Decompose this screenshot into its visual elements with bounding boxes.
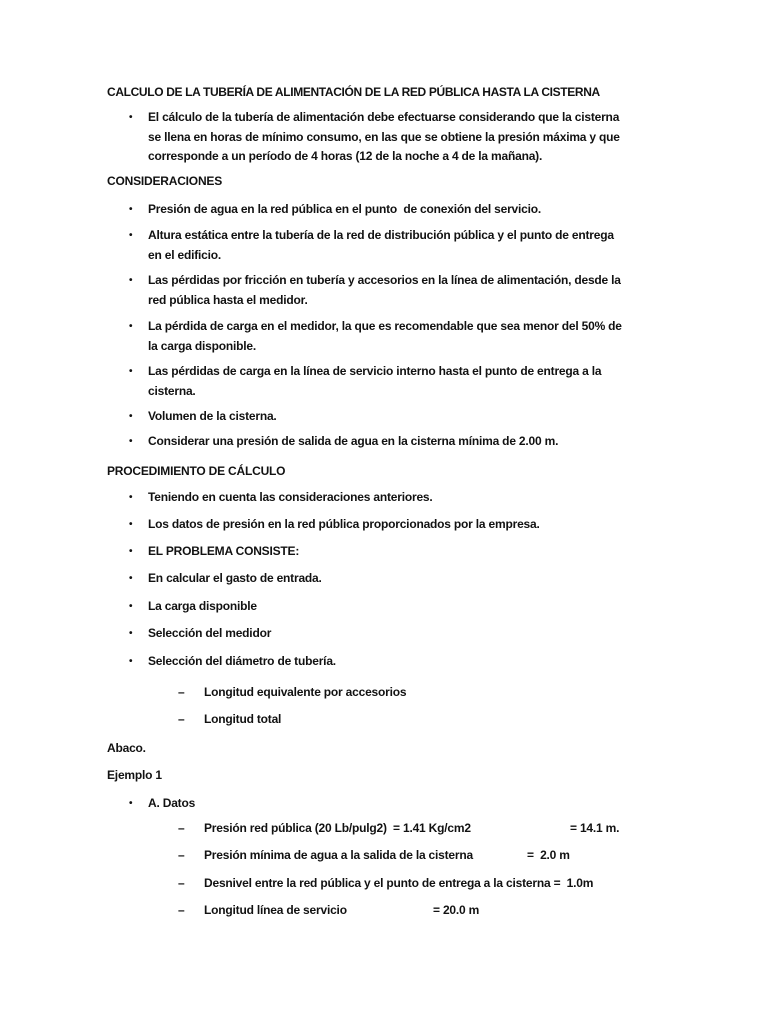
ejemplo-label: Ejemplo 1: [107, 768, 162, 782]
consideration-item-line: [129, 364, 602, 378]
bullet-marker: •: [129, 519, 133, 530]
procedure-item-line: [129, 544, 300, 558]
procedure-subitem-line: [178, 712, 282, 726]
procedure-item-line: [129, 517, 540, 531]
consideration-item-line: [129, 228, 614, 242]
abaco-label: Abaco.: [107, 741, 146, 755]
page-title: CALCULO DE LA TUBERÍA DE ALIMENTACIÓN DE LA RED PÚBLICA HASTA LA CISTERNA: [107, 85, 600, 99]
intro-text: El cálculo de la tubería de alimentación debe efectuarse considerando que la cisterna: [148, 110, 620, 124]
consideration-item-line: [129, 273, 621, 287]
bullet-marker: •: [129, 275, 133, 286]
dash-marker: –: [178, 848, 185, 862]
datos-row: [178, 876, 594, 890]
datos-row-text: Presión mínima de agua a la salida de la cisterna: [204, 848, 473, 862]
intro-line: se llena en horas de mínimo consumo, en las que se obtiene la presión máxima y que: [148, 130, 620, 144]
datos-row: [178, 848, 570, 862]
bullet-marker: •: [129, 411, 133, 422]
procedure-subitem-line: [178, 685, 407, 699]
procedure-text: La carga disponible: [148, 599, 257, 613]
consideration-item-line: la carga disponible.: [148, 339, 257, 353]
bullet-marker: •: [129, 112, 133, 123]
procedure-text: Los datos de presión en la red pública proporcionados por la empresa.: [148, 517, 540, 531]
procedure-text: EL PROBLEMA CONSISTE:: [148, 544, 300, 558]
datos-heading: A. Datos: [148, 796, 196, 810]
consideration-text: Presión de agua en la red pública en el punto de conexión del servicio.: [148, 202, 542, 216]
procedure-text: Teniendo en cuenta las consideraciones anteriores.: [148, 490, 433, 504]
consideration-text: Las pérdidas por fricción en tubería y accesorios en la línea de alimentación, desde la: [148, 273, 621, 287]
consideration-text: Las pérdidas de carga en la línea de servicio interno hasta el punto de entrega a la: [148, 364, 602, 378]
procedure-item-line: [129, 571, 322, 585]
procedure-text: Selección del diámetro de tubería.: [148, 654, 336, 668]
datos-row-value: = 20.0 m: [433, 903, 480, 917]
consideration-text: Considerar una presión de salida de agua en la cisterna mínima de 2.00 m.: [148, 434, 559, 448]
consideration-item-line: [129, 434, 559, 448]
dash-marker: –: [178, 876, 185, 890]
datos-heading-line: [129, 796, 196, 810]
datos-row: [178, 903, 480, 917]
procedure-item-line: [129, 599, 257, 613]
datos-row-text: Longitud línea de servicio: [204, 903, 347, 917]
consideration-item-line: cisterna.: [148, 384, 196, 398]
consideration-text: Volumen de la cisterna.: [148, 409, 277, 423]
procedure-item-line: [129, 654, 336, 668]
datos-row-text: Desnivel entre la red pública y el punto de entrega a la cisterna = 1.0m: [204, 876, 594, 890]
bullet-marker: •: [129, 546, 133, 557]
bullet-marker: •: [129, 492, 133, 503]
consideration-item-line: [129, 319, 622, 333]
datos-row-value: = 14.1 m.: [570, 821, 620, 835]
bullet-marker: •: [129, 628, 133, 639]
section-heading-consideraciones: CONSIDERACIONES: [107, 174, 223, 188]
dash-marker: –: [178, 903, 185, 917]
bullet-marker: •: [129, 573, 133, 584]
bullet-marker: •: [129, 656, 133, 667]
procedure-item-line: [129, 626, 272, 640]
procedure-item-line: [129, 490, 433, 504]
bullet-marker: •: [129, 436, 133, 447]
procedure-text: Selección del medidor: [148, 626, 272, 640]
subitem-text: Longitud equivalente por accesorios: [204, 685, 407, 699]
datos-row: [178, 821, 620, 835]
consideration-item-line: [129, 409, 277, 423]
dash-marker: –: [178, 712, 185, 726]
bullet-marker: •: [129, 321, 133, 332]
datos-row-text: Presión red pública (20 Lb/pulg2) = 1.41 Kg/cm2: [204, 821, 471, 835]
procedure-text: En calcular el gasto de entrada.: [148, 571, 322, 585]
subitem-text: Longitud total: [204, 712, 282, 726]
consideration-text: Altura estática entre la tubería de la red de distribución pública y el punto de entrega: [148, 228, 614, 242]
section-heading-procedimiento: PROCEDIMIENTO DE CÁLCULO: [107, 464, 286, 478]
bullet-marker: •: [129, 601, 133, 612]
datos-row-value: = 2.0 m: [527, 848, 570, 862]
consideration-item-line: red pública hasta el medidor.: [148, 293, 308, 307]
intro-bullet-line: [129, 110, 620, 124]
bullet-marker: •: [129, 366, 133, 377]
dash-marker: –: [178, 821, 185, 835]
consideration-item-line: en el edificio.: [148, 248, 222, 262]
consideration-text: La pérdida de carga en el medidor, la que es recomendable que sea menor del 50% de: [148, 319, 622, 333]
consideration-item-line: [129, 202, 542, 216]
bullet-marker: •: [129, 204, 133, 215]
bullet-marker: •: [129, 798, 133, 809]
dash-marker: –: [178, 685, 185, 699]
intro-line: corresponde a un período de 4 horas (12 de la noche a 4 de la mañana).: [148, 149, 543, 163]
bullet-marker: •: [129, 230, 133, 241]
